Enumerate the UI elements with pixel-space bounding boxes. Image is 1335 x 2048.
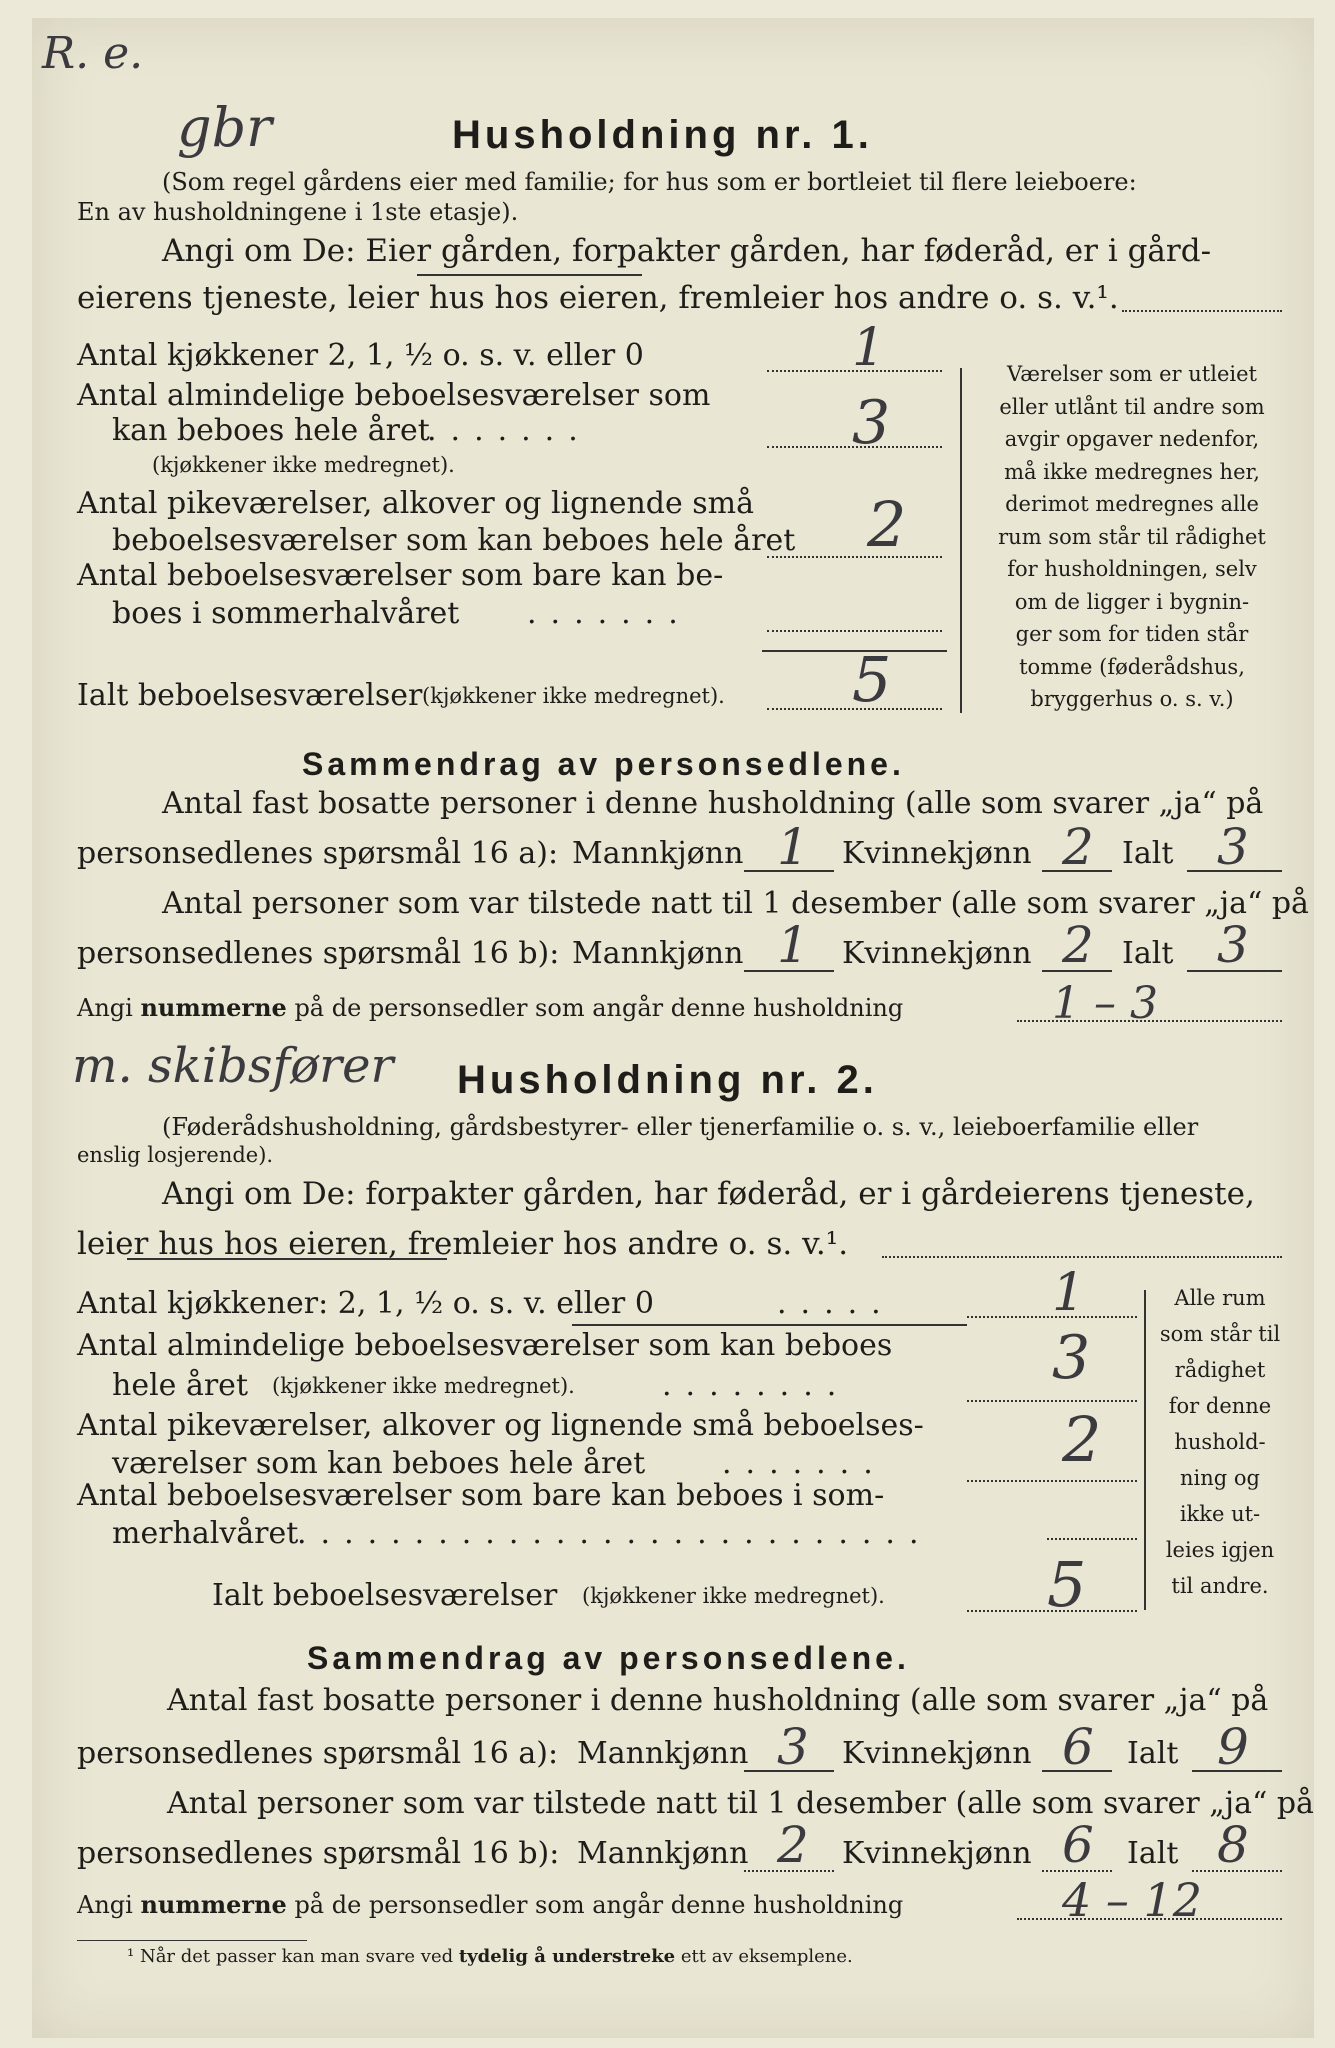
hh2-tilstede-kvinne-label: Kvinnekjønn xyxy=(842,1836,1032,1871)
hh2-fast-ialt-label: Ialt xyxy=(1127,1736,1179,1771)
hh2-fast-kvinne-value: 6 xyxy=(1062,1718,1094,1776)
hh2-almindelige-line2: hele året xyxy=(112,1368,248,1403)
hh2-summary-title: Sammendrag av personsedlene. xyxy=(307,1640,910,1676)
hh1-sommer-line2: boes i sommerhalvåret xyxy=(112,596,460,631)
hh2-tilstede-line1: Antal personer som var tilstede natt til 1 desember (alle som svarer „ja“ på xyxy=(167,1786,1314,1821)
hh1-almindelige-value: 3 xyxy=(852,388,891,458)
hh1-side-note: Værelser som er utleiet eller utlånt til andre som avgir opgaver nedenfor, må ikke medregnes her, derimot medregnes alle rum som står til rådighet for husholdningen, selv om de ligger i bygnin- ger som for tiden står tomme (føderådshus, bryggerhus o. s. v.) xyxy=(998,362,1266,711)
hh1-nummerne-row: Angi nummerne på de personsedler som angår denne husholdning xyxy=(77,993,904,1022)
hh2-side-brace xyxy=(1144,1290,1146,1610)
footnote: ¹ Når det passer kan man svare ved tydelig å understreke ett av eksemplene. xyxy=(127,1946,853,1967)
hh2-tilstede-mann-value: 2 xyxy=(777,1816,809,1874)
hh1-side-brace xyxy=(960,368,962,713)
hh2-kjokkener-label: Antal kjøkkener: 2, 1, ½ o. s. v. eller 0 xyxy=(77,1286,654,1321)
hh2-tilstede-ialt-value: 8 xyxy=(1217,1816,1249,1874)
hh2-ialt-note: (kjøkkener ikke medregnet). xyxy=(582,1584,885,1608)
hh1-tilstede-mann-label: Mannkjønn xyxy=(572,936,744,971)
hh1-tilstede-kvinne-label: Kvinnekjønn xyxy=(842,936,1032,971)
hh1-pike-line1: Antal pikeværelser, alkover og lignende små xyxy=(77,486,755,521)
hh1-ialt-value: 5 xyxy=(852,643,892,716)
hh1-angi-line2: eierens tjeneste, leier hus hos eieren, fremleier hos andre o. s. v.¹. xyxy=(77,280,1119,316)
margin-note-top-left: R. e. xyxy=(42,28,144,79)
hh2-sommer-line2: merhalvåret xyxy=(112,1516,299,1551)
hh1-tilstede-mann-value: 1 xyxy=(777,916,809,974)
hh2-almindelige-note: (kjøkkener ikke medregnet). xyxy=(272,1374,575,1398)
hh2-title: Husholdning nr. 2. xyxy=(457,1058,878,1102)
hh2-ialt-label: Ialt beboelsesværelser xyxy=(212,1578,558,1613)
hh2-almindelige-value: 3 xyxy=(1052,1323,1091,1393)
hh1-kjokkener-value: 1 xyxy=(852,318,886,378)
hh1-tilstede-line2: personsedlenes spørsmål 16 b): xyxy=(77,936,560,971)
hh2-fast-mann-value: 3 xyxy=(777,1718,809,1776)
hh2-fast-line2: personsedlenes spørsmål 16 a): xyxy=(77,1736,559,1771)
hh1-tilstede-ialt-value: 3 xyxy=(1217,916,1249,974)
hh1-tilstede-line1: Antal personer som var tilstede natt til 1 desember (alle som svarer „ja“ på xyxy=(162,886,1309,921)
hh1-tilstede-kvinne-value: 2 xyxy=(1062,916,1094,974)
hh1-intro-line1: (Som regel gårdens eier med familie; for hus som er bortleiet til flere leieboere: xyxy=(162,168,1137,196)
hh2-nummerne-row: Angi nummerne på de personsedler som angår denne husholdning xyxy=(77,1890,904,1919)
margin-note-initials: gbr xyxy=(177,96,272,159)
hh1-summary-title: Sammendrag av personsedlene. xyxy=(302,746,905,782)
hh2-tilstede-ialt-label: Ialt xyxy=(1127,1836,1179,1871)
hh2-fast-ialt-value: 9 xyxy=(1217,1718,1249,1776)
hh1-ialt-note: (kjøkkener ikke medregnet). xyxy=(422,684,725,708)
hh1-pike-value: 2 xyxy=(867,488,907,561)
hh2-fast-line1: Antal fast bosatte personer i denne husholdning (alle som svarer „ja“ på xyxy=(167,1683,1269,1718)
hh2-intro-line2: enslig losjerende). xyxy=(77,1143,274,1167)
hh2-tilstede-kvinne-value: 6 xyxy=(1062,1816,1094,1874)
margin-note-section2: m. skibsfører xyxy=(72,1038,394,1094)
hh2-almindelige-line1: Antal almindelige beboelsesværelser som kan beboes xyxy=(77,1328,893,1363)
hh2-angi-line1: Angi om De: forpakter gården, har føderåd, er i gårdeierens tjeneste, xyxy=(162,1176,1255,1212)
hh1-fast-kvinne-value: 2 xyxy=(1062,818,1094,876)
hh1-fast-line2: personsedlenes spørsmål 16 a): xyxy=(77,836,559,871)
hh1-fast-line1: Antal fast bosatte personer i denne husholdning (alle som svarer „ja“ på xyxy=(162,786,1264,821)
hh1-ialt-label: Ialt beboelsesværelser xyxy=(77,678,423,713)
hh2-underline-leier xyxy=(127,1258,447,1260)
hh2-intro-line1: (Føderådshusholdning, gårdsbestyrer- eller tjenerfamilie o. s. v., leieboerfamilie eller xyxy=(162,1113,1199,1141)
hh1-nummerne-value: 1 – 3 xyxy=(1052,978,1158,1029)
hh2-nummerne-value: 4 – 12 xyxy=(1062,1873,1203,1927)
census-form-page: R. e. gbr Husholdning nr. 1. (Som regel gårdens eier med familie; for hus som er bortleiet til flere leieboere: En av husholdningene i 1ste etasje). Angi om De: Eier gården, forpakter gården, har føderåd, er i gård- eierens tjeneste, leier hus hos eieren, fremleier hos andre o. s. v.¹. Antal kjøkkener 2, 1, ½ o. s. v. eller 0 1 Antal almindelige beboelsesværelser som kan beboes hele året ....... (kjøkkener ikke medregnet). 3 Antal pikeværelser, alkover og lignende små beboelsesværelser som kan beboes hele året 2 Antal beboelsesværelser som bare kan be- boes i sommerhalvåret ....... Ialt beboelsesværelser (kjøkkener ikke medregnet). 5 Værelser som er utleiet eller utlånt til andre som avgir opgaver nedenfor, må ikke medregnes her, derimot medregnes alle rum som står til rådighet for husholdningen, selv om de ligger i bygnin- ger som for tiden står tomme (føderådshus, bryggerhus o. s. v.) Sammendrag av personsedlene. Antal fast bosatte personer i denne husholdning (alle som svarer „ja“ på personsedlenes spørsmål 16 a): Mannkjønn 1 Kvinnekjønn 2 Ialt 3 Antal personer som var tilstede natt til 1 desember (alle som svarer „ja“ på personsedlenes spørsmål 16 b): Mannkjønn 1 Kvinnekjønn 2 Ialt 3 Angi nummerne på de personsedler som angår denne husholdning 1 – 3 m. skibsfører Husholdning nr. 2. (Føderådshusholdning, gårdsbestyrer- eller tjenerfamilie o. s. v., leieboerfamilie eller enslig losjerende). Angi om De: forpakter gården, har føderåd, er i gårdeierens tjeneste, leier hus hos eieren, fremleier hos andre o. s. v.¹. Antal kjøkkener: 2, 1, ½ o. s. v. eller 0 ..... 1 Antal almindelige beboelsesværelser som kan beboes hele året (kjøkkener ikke medregnet). ........ 3 Antal pikeværelser, alkover og lignende små beboelses- værelser som kan beboes hele året ....... 2 Antal beboelsesværelser som bare kan beboes i som- merhalvåret ........................... Ialt beboelsesværelser (kjøkkener ikke medregnet). 5 Alle rum som står til rådighet for denne hushold- ning og ikke ut- leies igjen til andre. Sammendrag av personsedlene. Antal fast bosatte personer i denne husholdning (alle som svarer „ja“ på personsedlenes spørsmål 16 a): Mannkjønn 3 Kvinnekjønn 6 Ialt 9 Antal personer som var tilstede natt til 1 desember (alle som svarer „ja“ på personsedlenes spørsmål 16 b): Mannkjønn 2 Kvinnekjønn 6 Ialt 8 Angi nummerne på de personsedler som angår denne husholdning 4 – 12 ¹ Når det passer kan man svare ved tydelig å understreke ett av eksemplene. xyxy=(32,18,1314,2038)
hh1-almindelige-line2: kan beboes hele året xyxy=(112,413,430,448)
hh2-pike-line1: Antal pikeværelser, alkover og lignende små beboelses- xyxy=(77,1408,924,1443)
hh1-fast-mann-value: 1 xyxy=(777,818,809,876)
hh1-sommer-line1: Antal beboelsesværelser som bare kan be- xyxy=(77,558,724,593)
hh1-angi-line1: Angi om De: Eier gården, forpakter gården, har føderåd, er i gård- xyxy=(162,233,1212,269)
hh1-fast-ialt-label: Ialt xyxy=(1122,836,1174,871)
hh2-fast-kvinne-label: Kvinnekjønn xyxy=(842,1736,1032,1771)
hh1-almindelige-line1: Antal almindelige beboelsesværelser som xyxy=(77,378,711,413)
hh2-angi-line2: leier hus hos eieren, fremleier hos andre o. s. v.¹. xyxy=(77,1226,849,1262)
hh2-side-note: Alle rum som står til rådighet for denne hushold- ning og ikke ut- leies igjen til andre. xyxy=(1159,1286,1281,1598)
hh2-pike-value: 2 xyxy=(1062,1403,1102,1476)
hh2-tilstede-line2: personsedlenes spørsmål 16 b): xyxy=(77,1836,560,1871)
hh2-sommer-line1: Antal beboelsesværelser som bare kan beboes i som- xyxy=(77,1478,885,1513)
hh1-kjokkener-label: Antal kjøkkener 2, 1, ½ o. s. v. eller 0 xyxy=(77,338,644,373)
hh2-tilstede-mann-label: Mannkjønn xyxy=(577,1836,749,1871)
hh1-intro-line2: En av husholdningene i 1ste etasje). xyxy=(77,198,519,226)
hh1-title: Husholdning nr. 1. xyxy=(452,113,873,157)
hh2-ialt-value: 5 xyxy=(1047,1548,1087,1621)
hh2-fast-mann-label: Mannkjønn xyxy=(577,1736,749,1771)
hh1-fast-mann-label: Mannkjønn xyxy=(572,836,744,871)
hh1-underline-eier xyxy=(417,274,642,276)
hh1-fast-kvinne-label: Kvinnekjønn xyxy=(842,836,1032,871)
hh1-tilstede-ialt-label: Ialt xyxy=(1122,936,1174,971)
hh2-kjokkener-value: 1 xyxy=(1052,1263,1086,1323)
hh2-pike-line2: værelser som kan beboes hele året xyxy=(112,1446,646,1481)
hh1-fast-ialt-value: 3 xyxy=(1217,818,1249,876)
hh1-pike-line2: beboelsesværelser som kan beboes hele året xyxy=(112,523,796,558)
hh1-almindelige-note: (kjøkkener ikke medregnet). xyxy=(152,453,455,477)
